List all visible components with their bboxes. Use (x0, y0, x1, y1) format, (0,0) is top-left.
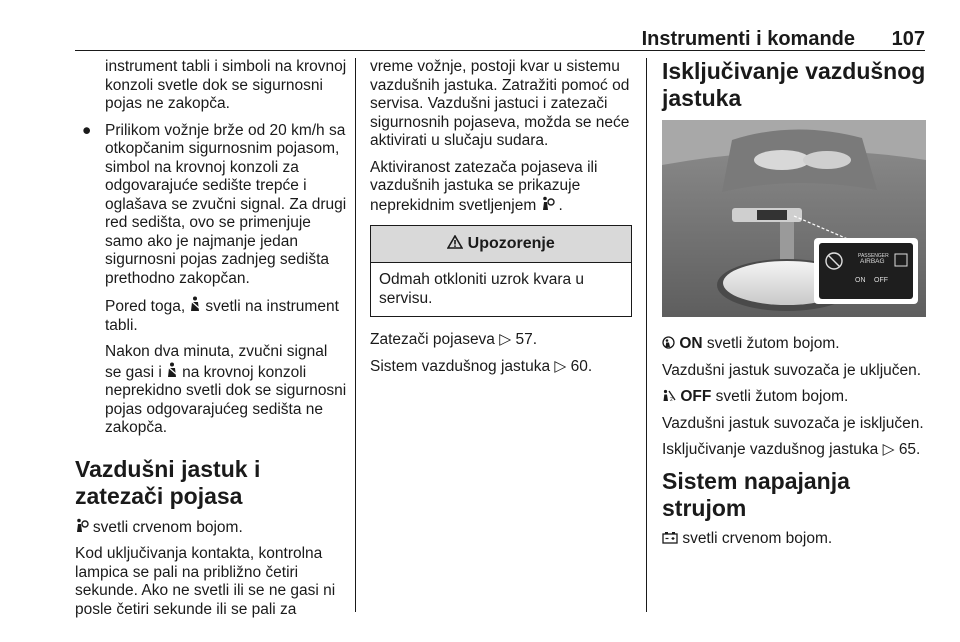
roof-console-photo (662, 120, 926, 317)
text: svetli na instrument tabli. (105, 298, 339, 334)
cross-reference[interactable] (370, 358, 632, 377)
paragraph: Kod uključivanja kontakta, kontrolna lampica se pali na približno četiri sekunde. Ako ne svetli ili se ne gasi ni posle četiri sekunde ili se pali za (75, 545, 336, 618)
paragraph: Aktiviranost zatezača pojaseva ili vazdušnih jastuka se prikazuje neprekidnim svetljenjem . (370, 158, 598, 214)
text: na krovnoj konzoli neprekidno svetli dok se sigurnosni pojas odgovarajućeg sedišta ne zakopča. (105, 363, 347, 436)
list-item-text: Prilikom vožnje brže od 20 km/h sa otkopčanim sigurnosnim pojasom, simbol na krovnoj konzoli za odgovarajuće sedište trepće i oglašava se zvučni signal. Za drugi red sedišta, ovo se primenjuje samo ako je najmanje jedan sigurnosni pojas zadnjeg sedišta prethodno zakopčan. (105, 121, 347, 287)
header-rule (75, 50, 925, 51)
text: Pored toga, (105, 298, 186, 315)
battery-icon (662, 530, 682, 547)
warning-box (370, 225, 632, 317)
warning-triangle-icon (447, 235, 467, 252)
page-header (75, 28, 925, 50)
paragraph: vreme vožnje, postoji kvar u sistemu vazdušnih jastuka. Zatražiti pomoć od servisa. Vazdušni jastuci i zatezači sigurnosnih pojaseva, možda se neće aktivirati u slučaju sudara. (370, 58, 630, 149)
airbag-off-icon (662, 388, 680, 405)
status-label: ON (679, 335, 703, 352)
reference-text: Sistem vazdušnog jastuka (370, 357, 551, 375)
svg-text:2: 2 (670, 397, 673, 402)
header-title: Instrumenti i komande (641, 28, 855, 50)
list-item (75, 122, 347, 289)
paragraph (75, 296, 347, 335)
reference-page: 65. (898, 441, 921, 458)
paragraph (75, 343, 347, 438)
svg-text:ON: ON (855, 277, 866, 284)
bullet-dot: ● (82, 121, 92, 139)
paragraph: instrument tabli i simboli na krovnoj konzoli svetle dok se sigurnosni pojas ne zakopča. (105, 58, 347, 112)
warning-header (371, 226, 631, 263)
text: svetli crvenom bojom. (682, 529, 833, 547)
warning-body: Odmah otkloniti uzrok kvara u servisu. (379, 271, 585, 307)
text: Nakon dva minuta, zvučni signal se gasi i (105, 343, 328, 381)
reference-page: 57. (515, 331, 538, 348)
cross-reference[interactable] (370, 331, 632, 350)
paragraph (662, 388, 926, 407)
reference-arrow-icon: ▷ (882, 441, 895, 458)
column-divider (355, 58, 356, 612)
text: Aktiviranost zatezača pojaseva ili vazdušnih jastuka se prikazuje neprekidnim svetljenjem (370, 158, 598, 214)
reference-text: Isključivanje vazdušnog jastuka (662, 441, 879, 458)
airbag-on-icon (662, 335, 679, 352)
svg-text:AIRBAG: AIRBAG (860, 258, 885, 265)
paragraph: Vazdušni jastuk suvozača je isključen. (662, 414, 924, 432)
airbag-icon (541, 197, 559, 213)
svg-text:OFF: OFF (874, 277, 888, 284)
paragraph (75, 518, 347, 538)
status-label: OFF (680, 388, 712, 405)
section-heading: Sistem napajanja strujom (662, 467, 850, 521)
reference-page: 60. (570, 357, 593, 375)
seatbelt-icon (189, 298, 205, 314)
svg-text:PASSENGER: PASSENGER (858, 253, 889, 259)
reference-arrow-icon: ▷ (554, 357, 567, 375)
column-3 (662, 58, 926, 556)
warning-title: Upozorenje (467, 235, 555, 252)
text: svetli žutom bojom. (715, 388, 849, 405)
paragraph (662, 530, 926, 549)
section-heading: Isključivanje vazdušnog jastuka (662, 58, 926, 111)
text: svetli žutom bojom. (706, 335, 840, 352)
paragraph (662, 335, 926, 354)
cross-reference[interactable] (662, 441, 926, 460)
column-divider (646, 58, 647, 612)
paragraph: Vazdušni jastuk suvozača je uključen. (662, 361, 922, 379)
reference-arrow-icon: ▷ (499, 331, 512, 348)
column-1 (75, 58, 347, 627)
column-2 (370, 58, 632, 384)
section-heading: Vazdušni jastuk i zatezači pojasa (75, 455, 261, 509)
reference-text: Zatezači pojaseva (370, 331, 495, 348)
airbag-icon (75, 519, 93, 535)
text: svetli crvenom bojom. (92, 518, 243, 536)
seatbelt-icon (166, 364, 182, 380)
page-number: 107 (891, 28, 925, 50)
